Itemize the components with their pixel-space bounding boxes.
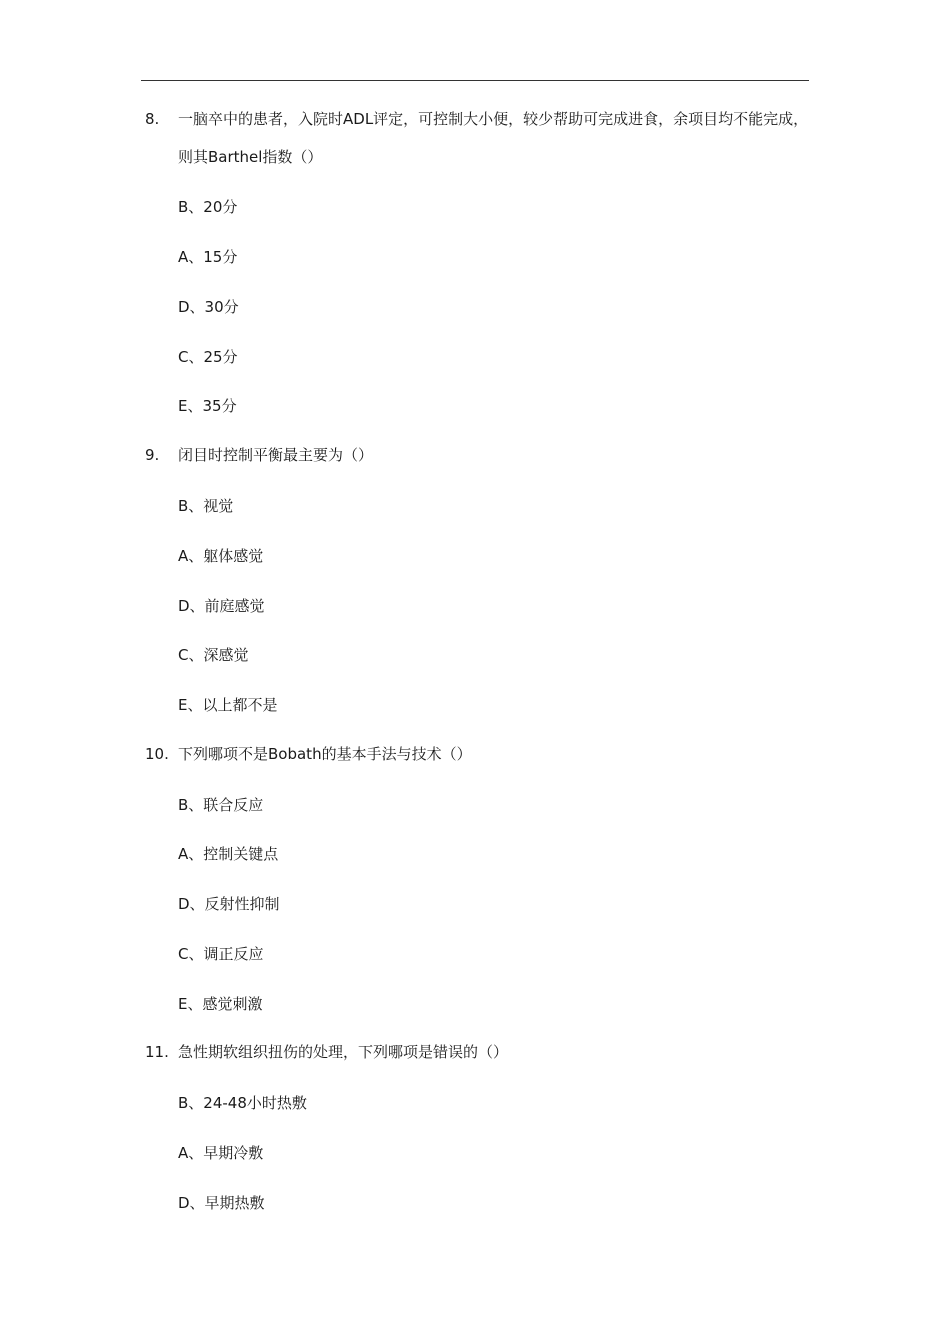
option: D、30分 — [178, 298, 239, 316]
question-9 — [145, 436, 810, 474]
question-text: 一脑卒中的患者，入院时ADL评定，可控制大小便，较少帮助可完成进食，余项目均不能完成，则其Barthel指数（） — [178, 110, 809, 166]
question-8 — [145, 100, 810, 176]
question-number: 8. — [145, 110, 160, 128]
question-text: 闭目时控制平衡最主要为（） — [178, 446, 374, 464]
option: E、感觉刺激 — [178, 995, 263, 1013]
option: D、前庭感觉 — [178, 597, 265, 615]
question-number: 11. — [145, 1043, 169, 1061]
option: B、20分 — [178, 198, 238, 216]
option: C、25分 — [178, 348, 238, 366]
question-number: 10. — [145, 745, 169, 763]
question-11 — [145, 1033, 810, 1071]
option: D、反射性抑制 — [178, 895, 280, 913]
option: D、早期热敷 — [178, 1194, 265, 1212]
header-rule — [141, 80, 809, 81]
option: A、控制关键点 — [178, 845, 279, 863]
option: B、视觉 — [178, 497, 234, 515]
option: B、联合反应 — [178, 796, 264, 814]
question-text: 急性期软组织扭伤的处理，下列哪项是错误的（） — [178, 1043, 509, 1061]
option: A、15分 — [178, 248, 238, 266]
question-text: 下列哪项不是Bobath的基本手法与技术（） — [178, 745, 472, 763]
option: E、以上都不是 — [178, 696, 278, 714]
option: C、深感觉 — [178, 646, 249, 664]
option: C、调正反应 — [178, 945, 264, 963]
question-number: 9. — [145, 446, 160, 464]
question-10 — [145, 735, 810, 773]
option: A、躯体感觉 — [178, 547, 264, 565]
option: A、早期冷敷 — [178, 1144, 264, 1162]
option: B、24-48小时热敷 — [178, 1094, 307, 1112]
option: E、35分 — [178, 397, 237, 415]
